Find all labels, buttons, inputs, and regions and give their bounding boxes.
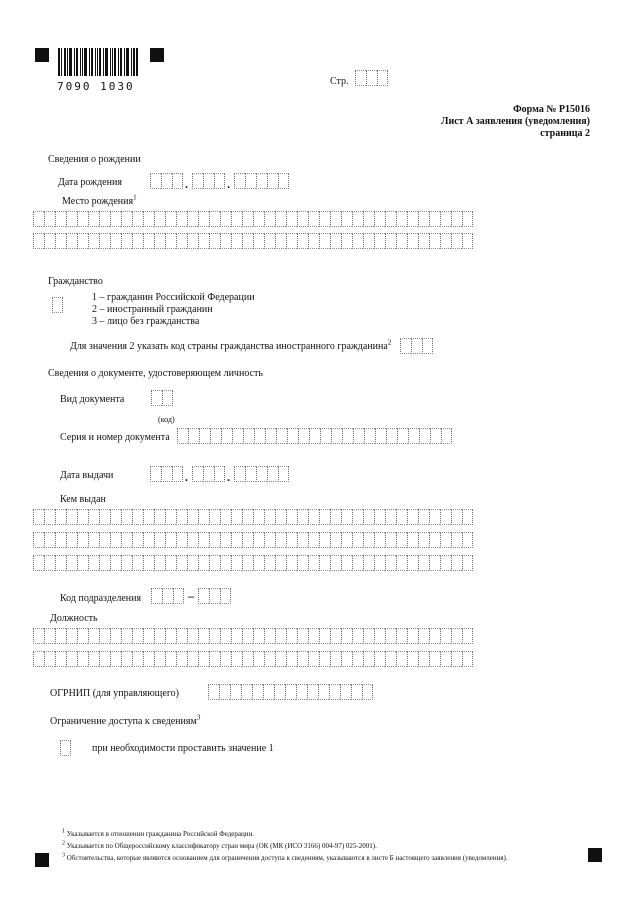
citizenship-value-field[interactable] [52,297,63,313]
page-number-field[interactable] [355,70,388,86]
date-dot: . [185,177,188,191]
birth-date-month-field[interactable] [192,173,225,189]
barcode-number: 7090 1030 [57,80,135,93]
citizenship-option-3: 3 – лицо без гражданства [92,316,200,327]
issued-by-label: Кем выдан [60,494,106,505]
access-restriction-instruction: при необходимости проставить значение 1 [92,743,274,754]
access-restriction-label: Ограничение доступа к сведениям$^3$ [50,713,201,727]
position-line-2[interactable] [33,651,473,667]
date-dot: . [227,177,230,191]
footnote-2: $^2$ Указывается по Общероссийскому классификатору стран мира (ОК (МК (ИСО 3166) 004-97) 025-2001). [62,840,377,850]
footnote-3: $^3$ Обстоятельства, которые являются основанием для ограничения доступа к сведениям, указываются в листе Б настоящего заявления (уведомления). [62,852,508,862]
ogrnip-label: ОГРНИП (для управляющего) [50,688,179,699]
page-label: Стр. [330,76,349,87]
citizenship-option-2: 2 – иностранный гражданин [92,304,213,315]
position-label: Должность [50,613,98,624]
position-line-1[interactable] [33,628,473,644]
birth-date-day-field[interactable] [150,173,183,189]
division-code-part-2-field[interactable] [198,588,231,604]
division-code-label: Код подразделения [60,593,142,604]
access-restriction-field[interactable] [60,740,71,756]
issue-date-year-field[interactable] [234,466,289,482]
corner-marker-bottom-left [35,853,49,867]
corner-marker-top-right [150,48,164,62]
birth-date-label: Дата рождения [58,177,122,188]
issued-by-line-3[interactable] [33,555,473,571]
identity-section-title: Сведения о документе, удостоверяющем личность [48,368,263,379]
issued-by-line-2[interactable] [33,532,473,548]
division-code-dash: – [188,589,194,603]
citizenship-section-title: Гражданство [48,276,103,287]
issue-date-month-field[interactable] [192,466,225,482]
issue-date-label: Дата выдачи [60,470,114,481]
sheet-title: Лист А заявления (уведомления) [441,116,590,127]
birth-section-title: Сведения о рождении [48,154,141,165]
page-title: страница 2 [540,128,590,139]
barcode-image [58,48,138,76]
birth-place-label: Место рождения$^1$ [62,193,137,207]
division-code-part-1-field[interactable] [151,588,184,604]
issued-by-line-1[interactable] [33,509,473,525]
corner-marker-bottom-right [588,848,602,862]
country-code-field[interactable] [400,338,433,354]
ogrnip-field[interactable] [208,684,373,700]
date-dot: . [185,470,188,484]
series-number-field[interactable] [177,428,452,444]
doc-type-label: Вид документа [60,394,125,405]
series-number-label: Серия и номер документа [60,432,170,443]
birth-place-line-2[interactable] [33,233,473,249]
country-code-label: Для значения 2 указать код страны гражданства иностранного гражданина$^2$ [70,338,392,352]
doc-type-code-hint: (код) [158,415,175,424]
citizenship-option-1: 1 – гражданин Российской Федерации [92,292,255,303]
date-dot: . [227,470,230,484]
footnote-1: $^1$ Указывается в отношении гражданина Российской Федерации. [62,828,254,838]
issue-date-day-field[interactable] [150,466,183,482]
birth-date-year-field[interactable] [234,173,289,189]
birth-place-line-1[interactable] [33,211,473,227]
corner-marker-top-left [35,48,49,62]
form-number: Форма № Р15016 [513,104,590,115]
doc-type-field[interactable] [151,390,173,406]
